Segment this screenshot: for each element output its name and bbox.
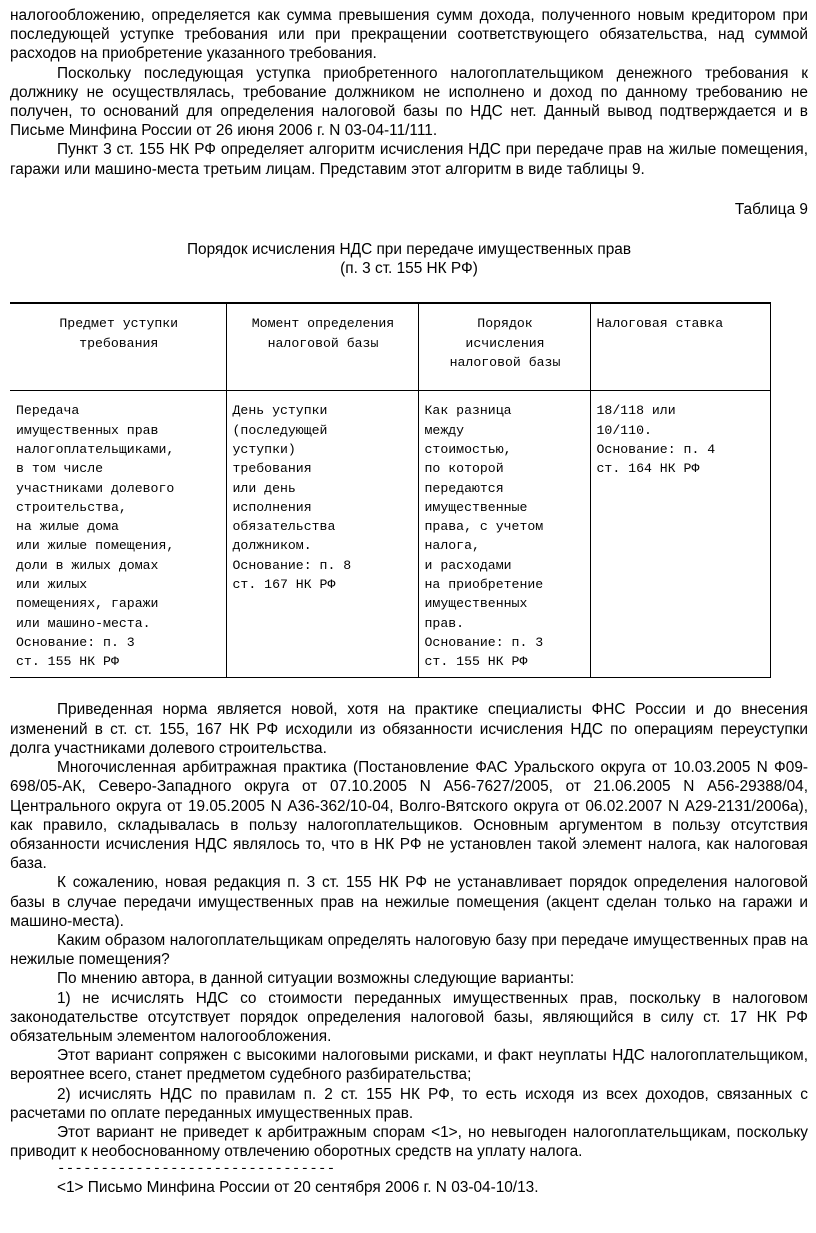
table-cell: Передача имущественных прав налогоплательщиками, в том числе участниками долевого строительства, на жилые дома или жилые помещения, доли в жилых домах или жилых помещениях, гаражи или машино-места. Основание: п. 3 ст. 155 НК РФ	[10, 391, 226, 678]
table-title: Порядок исчисления НДС при передаче имущественных прав	[186, 241, 632, 259]
table-row	[10, 391, 770, 678]
table-cell: 18/118 или 10/110. Основание: п. 4 ст. 164 НК РФ	[590, 391, 770, 678]
paragraph: 2) исчислять НДС по правилам п. 2 ст. 155 НК РФ, то есть исходя из всех доходов, связанных с расчетами по оплате переданных имущественных прав.	[10, 1085, 808, 1122]
table-header-cell: Момент определения налоговой базы	[226, 303, 418, 390]
table-cell: День уступки (последующей уступки) требования или день исполнения обязательства должником. Основание: п. 8 ст. 167 НК РФ	[226, 391, 418, 678]
paragraph: Приведенная норма является новой, хотя на практике специалисты ФНС России и до внесения изменений в ст. ст. 155, 167 НК РФ исходили из обязанности исчисления НДС по операциям переуступки долга участниками долевого строительства.	[10, 701, 808, 757]
paragraph: Многочисленная арбитражная практика (Постановление ФАС Уральского округа от 10.03.2005 N Ф09-698/05-АК, Северо-Западного округа от 07.10.2005 N А56-7627/2005, от 21.06.2005 N А56-29388/04, Центрального округа от 19.05.2005 N А36-362/10-04, Волго-Вятского округа от 06.02.2007 N А29-2131/2006а), как правило, складывалась в пользу налогоплательщиков. Основным аргументом в пользу отсутствия обязанности исчисления НДС являлось то, что в НК РФ не установлен такой элемент налога, как налоговая база.	[10, 759, 808, 873]
paragraph: налогообложению, определяется как сумма превышения сумм дохода, полученного новым кредитором при последующей уступке требования или при прекращении соответствующего обязательства, над суммой расходов на приобретение указанного требования.	[10, 7, 808, 63]
table-subtitle: (п. 3 ст. 155 НК РФ)	[340, 260, 478, 278]
paragraph: Этот вариант не приведет к арбитражным спорам <1>, но невыгоден налогоплательщикам, поскольку приводит к необоснованному отвлечению оборотных средств на уплату налога.	[10, 1123, 808, 1161]
paragraph: Поскольку последующая уступка приобретенного налогоплательщиком денежного требования к должнику не осуществлялась, требование должником не исполнено и доход по данному требованию не получен, то оснований для определения налоговой базы по НДС нет. Данный вывод подтверждается и в Письме Минфина России от 26 июня 2006 г. N 03-04-11/111.	[10, 64, 808, 140]
paragraph: Каким образом налогоплательщикам определять налоговую базу при передаче имущественных прав на нежилые помещения?	[10, 931, 808, 969]
paragraph: 1) не исчислять НДС со стоимости переданных имущественных прав, поскольку в налоговом законодательстве отсутствует порядок определения налоговой базы, являющийся в силу ст. 17 НК РФ обязательным элементом налогообложения.	[10, 989, 808, 1045]
table-header-row	[10, 303, 770, 390]
table-cell: Как разница между стоимостью, по которой передаются имущественные права, с учетом налога, и расходами на приобретение имущественных прав. Основание: п. 3 ст. 155 НК РФ	[418, 391, 590, 678]
footnote-separator: --------------------------------	[57, 1161, 336, 1178]
footnote: <1> Письмо Минфина России от 20 сентября 2006 г. N 03-04-10/13.	[57, 1179, 539, 1197]
paragraph: Пункт 3 ст. 155 НК РФ определяет алгоритм исчисления НДС при передаче прав на жилые помещения, гаражи или машино-места третьим лицам. Представим этот алгоритм в виде таблицы 9.	[10, 141, 808, 178]
table-header-cell: Предмет уступки требования	[10, 303, 226, 390]
document-page	[10, 6, 808, 1198]
table-header-cell: Порядок исчисления налоговой базы	[418, 303, 590, 390]
table-label: Таблица 9	[734, 200, 808, 218]
table-header-cell: Налоговая ставка	[590, 303, 770, 390]
paragraph: К сожалению, новая редакция п. 3 ст. 155 НК РФ не устанавливает порядок определения налоговой базы в случае передачи имущественных прав на нежилые помещения (акцент сделан только на гаражи и машино-места).	[10, 874, 808, 930]
paragraph: Этот вариант сопряжен с высокими налоговыми рисками, и факт неуплаты НДС налогоплательщиком, вероятнее всего, станет предметом судебного разбирательства;	[10, 1047, 808, 1084]
data-table	[10, 302, 770, 678]
paragraph: По мнению автора, в данной ситуации возможны следующие варианты:	[57, 970, 575, 988]
